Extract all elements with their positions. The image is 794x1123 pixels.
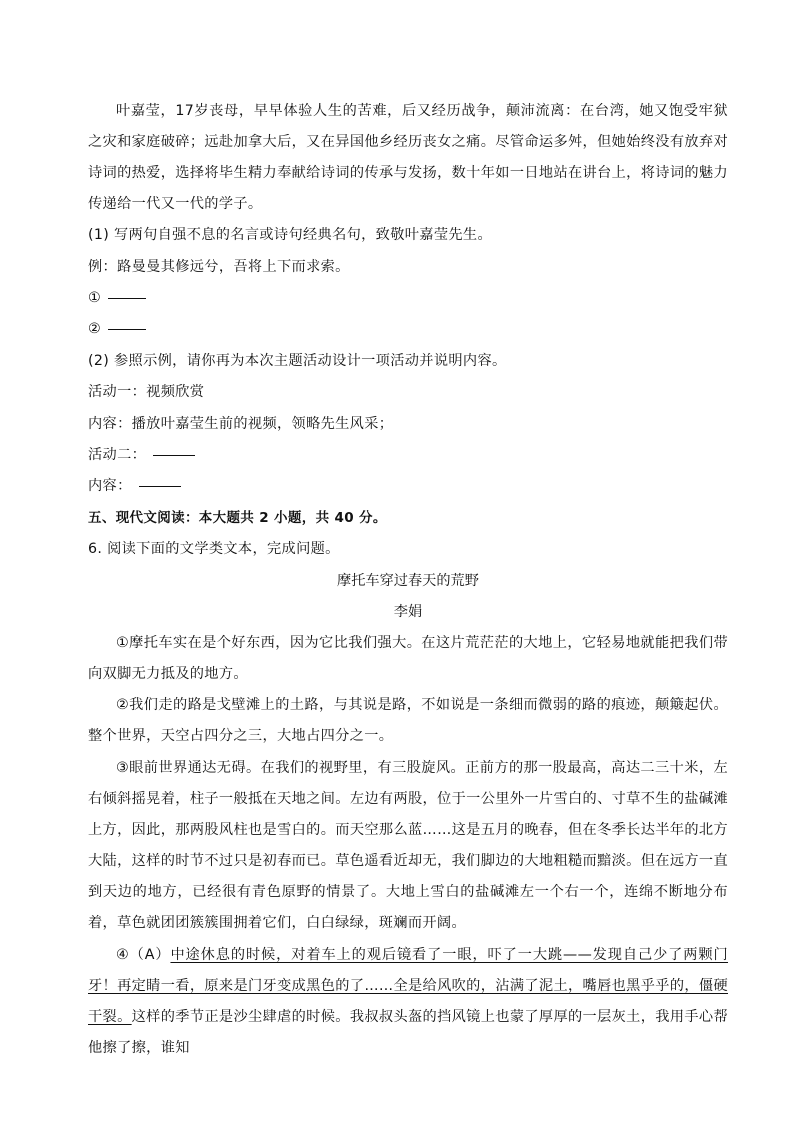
activity-2-blank bbox=[153, 455, 195, 456]
activity-2-label: 活动二： bbox=[88, 447, 147, 463]
section-5-heading: 五、现代文阅读：本大题共 2 小题，共 40 分。 bbox=[88, 510, 387, 526]
content-2-blank bbox=[139, 486, 181, 487]
activity-1: 活动一：视频欣赏 bbox=[88, 384, 205, 400]
answer-2-blank bbox=[108, 329, 146, 330]
question-1: (1) 写两句自强不息的名言或诗句经典名句，致敬叶嘉莹先生。 bbox=[88, 227, 492, 243]
paragraph-4-rest: 这样的季节正是沙尘肆虐的时候。我叔叔头盔的挡风镜上也蒙了厚厚的一层灰土，我用手心帮他擦了擦，谁知 bbox=[88, 1009, 728, 1056]
content-2-label: 内容： bbox=[88, 478, 132, 494]
activity-2-line bbox=[88, 440, 728, 471]
content-1: 内容：播放叶嘉莹生前的视频，领略先生风采； bbox=[88, 416, 394, 432]
answer-2-label: ② bbox=[88, 321, 102, 337]
article-author: 李娟 bbox=[393, 604, 423, 620]
intro-paragraph: 叶嘉莹，17岁丧母，早早体验人生的苦难，后又经历战争，颠沛流离：在台湾，她又饱受牢狱之灾和家庭破碎；远赴加拿大后，又在异国他乡经历丧女之痛。尽管命运多舛，但她始终没有放弃对诗词的热爱，选择将毕生精力奉献给诗词的传承与发扬，数十年如一日地站在讲台上，将诗词的魅力传递给一代又一代的学子。 bbox=[88, 103, 728, 212]
answer-line-2 bbox=[88, 314, 728, 345]
paragraph-2: ②我们走的路是戈壁滩上的土路，与其说是路，不如说是一条细而微弱的路的痕迹，颠簸起伏。整个世界，天空占四分之三，大地占四分之一。 bbox=[88, 697, 728, 744]
paragraph-3: ③眼前世界通达无碍。在我们的视野里，有三股旋风。正前方的那一股最高，高达二三十米，左右倾斜摇晃着，柱子一般抵在天地之间。左边有两股，位于一公里外一片雪白的、寸草不生的盐碱滩上方，因此，那两股风柱也是雪白的。而天空那么蓝……这是五月的晚春，但在冬季长达半年的北方大陆，这样的时节不过只是初春而已。草色遥看近却无，我们脚边的大地粗糙而黯淡。但在远方一直到天边的地方，已经很有青色原野的情景了。大地上雪白的盐碱滩左一个右一个，连绵不断地分布着，草色就团团簇簇围拥着它们，白白绿绿，斑斓而开阔。 bbox=[88, 760, 728, 931]
paragraph-1: ①摩托车实在是个好东西，因为它比我们强大。在这片荒茫茫的大地上，它轻易地就能把我们带向双脚无力抵及的地方。 bbox=[88, 635, 728, 682]
question-1-example: 例：路曼曼其修远兮，吾将上下而求索。 bbox=[88, 259, 350, 275]
article-title: 摩托车穿过春天的荒野 bbox=[337, 573, 479, 589]
paragraph-4-underlined: 中途休息的时候，对着车上的观后镜看了一眼，吓了一大跳——发现自己少了两颗门牙！再定睛一看，原来是门牙变成黑色的了……全是给风吹的，沾满了泥土，嘴唇也黑乎乎的，僵硬干裂。 bbox=[88, 947, 729, 1025]
content-2-line bbox=[88, 471, 728, 502]
answer-1-blank bbox=[108, 298, 146, 299]
question-2: (2) 参照示例，请你再为本次主题活动设计一项活动并说明内容。 bbox=[88, 353, 507, 369]
answer-line-1 bbox=[88, 283, 728, 314]
question-6: 6. 阅读下面的文学类文本，完成问题。 bbox=[88, 541, 340, 557]
paragraph-4 bbox=[88, 940, 728, 1064]
paragraph-4-marker: ④（A） bbox=[116, 947, 171, 963]
answer-1-label: ① bbox=[88, 290, 102, 306]
